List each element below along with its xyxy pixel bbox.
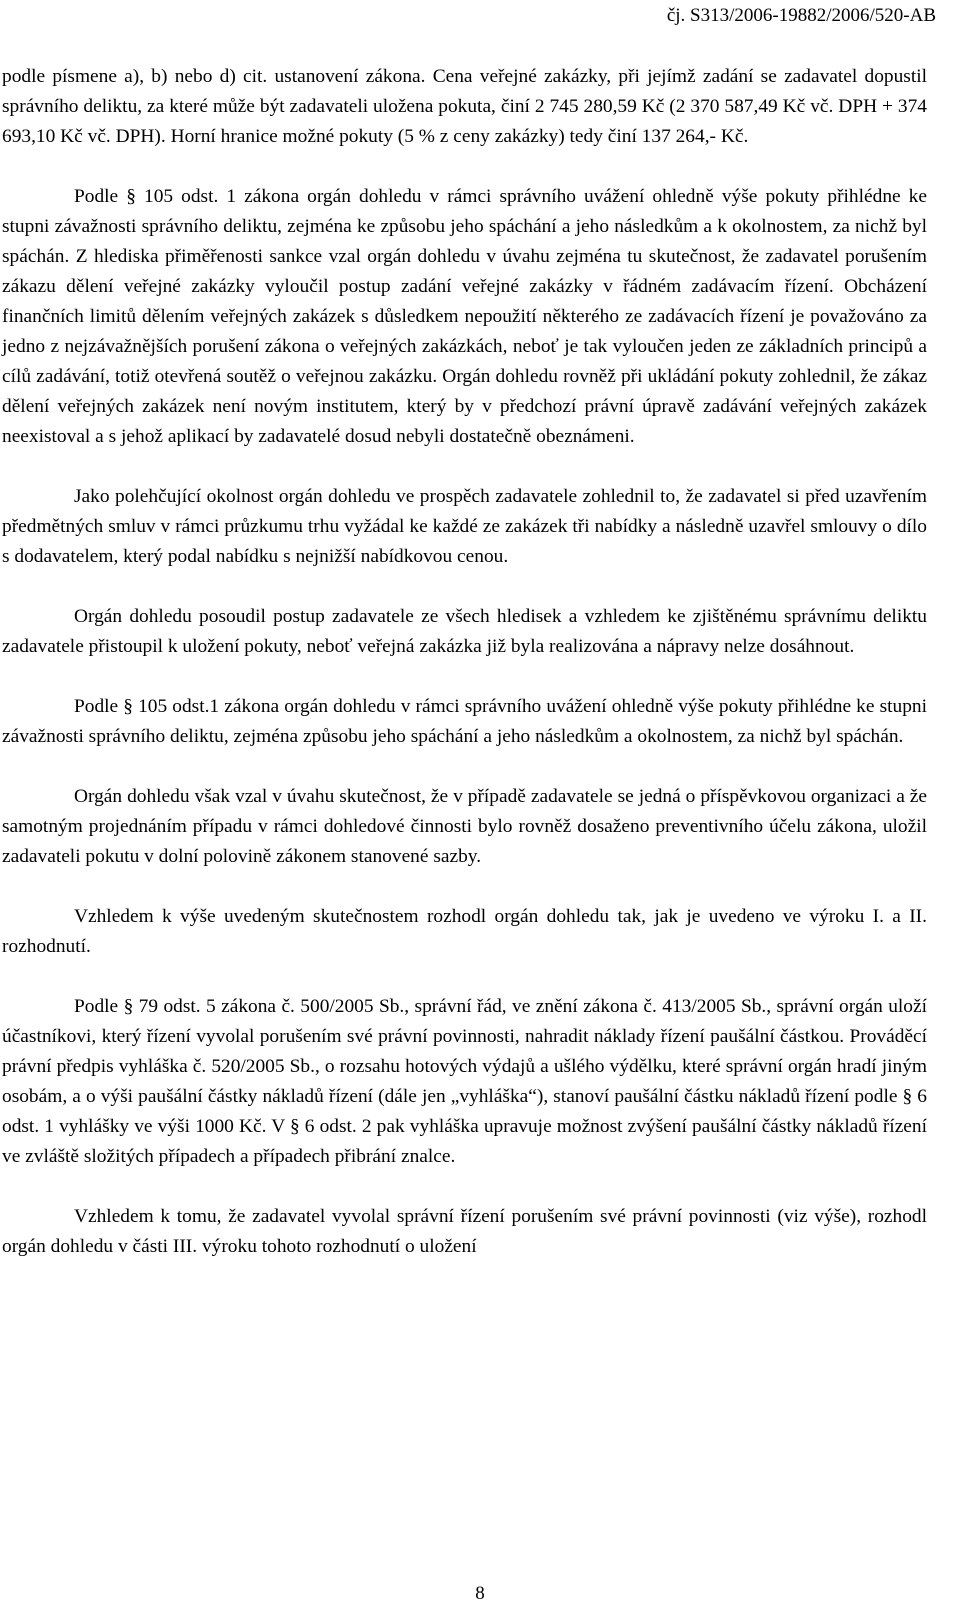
paragraph-proceeding-costs: Podle § 79 odst. 5 zákona č. 500/2005 Sb., správní řád, ve znění zákona č. 413/2005 Sb., správní orgán uloží účastníkovi, který řízení vyvolal porušením své právní povinnosti, nahradit náklady řízení paušální částkou. Prováděcí právní předpis vyhláška č. 520/2005 Sb., o rozsahu hotových výdajů a ušlého výdělku, které správní orgán hradí jiným osobám, a o výši paušální částky nákladů řízení (dále jen „vyhláška“), stanoví paušální částku nákladů řízení podle § 6 odst. 1 vyhlášky ve výši 1000 Kč. V § 6 odst. 2 pak vyhláška upravuje možnost zvýšení paušální částky nákladů řízení ve zvláště složitých případech a případech přibrání znalce. — [2, 996, 927, 1167]
paragraph-section-105: Podle § 105 odst.1 zákona orgán dohledu v rámci správního uvážení ohledně výše pokuty přihlédne ke stupni závažnosti správního deliktu, zejména způsobu jeho spáchání a jeho následkům a okolnostem, za nichž byl spáchán. — [2, 696, 927, 747]
paragraph-fine-considerations: Podle § 105 odst. 1 zákona orgán dohledu v rámci správního uvážení ohledně výše pokuty přihlédne ke stupni závažnosti správního deliktu, zejména ke způsobu jeho spáchání a jeho následkům a k okolnostem, za nichž byl spáchán. Z hlediska přiměřenosti sankce vzal orgán dohledu v úvahu zejména tu skutečnost, že zadavatel porušením zákazu dělení veřejné zakázky vyloučil postup zadání veřejné zakázky v řádném zadávacím řízení. Obcházení finančních limitů dělením veřejných zakázek s důsledkem nepoužití některého ze zadávacích řízení je považováno za jedno z nejzávažnějších porušení zákona o veřejných zakázkách, neboť je tak vyloučen jeden ze základních principů a cílů zadávání, totiž otevřená soutěž o veřejnou zakázku. Orgán dohledu rovněž při ukládání pokuty zohlednil, že zákaz dělení veřejných zakázek není novým institutem, který by v předchozí právní úpravě zadávání veřejných zakázek neexistoval a s jehož aplikací by zadavatelé dosud nebyli dostatečně obeznámeni. — [2, 186, 927, 447]
page-number: 8 — [475, 1583, 485, 1604]
case-reference-header: čj. S313/2006-19882/2006/520-AB — [666, 5, 936, 26]
paragraph-mitigating-circumstance: Jako polehčující okolnost orgán dohledu ve prospěch zadavatele zohlednil to, že zadavatel si před uzavřením předmětných smluv v rámci průzkumu trhu vyžádal ke každé ze zakázek tři nabídky a následně uzavřel smlouvy o dílo s dodavatelem, který podal nabídku s nejnižší nabídkovou cenou. — [2, 486, 927, 567]
paragraph-contributory-organization: Orgán dohledu však vzal v úvahu skutečnost, že v případě zadavatele se jedná o příspěvkovou organizaci a že samotným projednáním případu v rámci dohledové činnosti bylo rovněž dosaženo preventivního účelu zákona, uložil zadavateli pokutu v dolní polovině zákonem stanovené sazby. — [2, 786, 927, 867]
paragraph-cost-decision: Vzhledem k tomu, že zadavatel vyvolal správní řízení porušením své právní povinnosti (viz výše), rozhodl orgán dohledu v části III. výroku tohoto rozhodnutí o uložení — [2, 1206, 927, 1257]
paragraph-assessment: Orgán dohledu posoudil postup zadavatele ze všech hledisek a vzhledem ke zjištěnému správnímu deliktu zadavatele přistoupil k uložení pokuty, neboť veřejná zakázka již byla realizována a nápravy nelze dosáhnout. — [2, 606, 927, 657]
document-body — [2, 62, 927, 1262]
paragraph-decision-summary: Vzhledem k výše uvedeným skutečnostem rozhodl orgán dohledu tak, jak je uvedeno ve výroku I. a II. rozhodnutí. — [2, 906, 927, 957]
paragraph-fine-calculation: podle písmene a), b) nebo d) cit. ustanovení zákona. Cena veřejné zakázky, při jejímž zadání se zadavatel dopustil správního deliktu, za které může být zadavateli uložena pokuta, činí 2 745 280,59 Kč (2 370 587,49 Kč vč. DPH + 374 693,10 Kč vč. DPH). Horní hranice možné pokuty (5 % z ceny zakázky) tedy činí 137 264,- Kč. — [2, 66, 927, 147]
